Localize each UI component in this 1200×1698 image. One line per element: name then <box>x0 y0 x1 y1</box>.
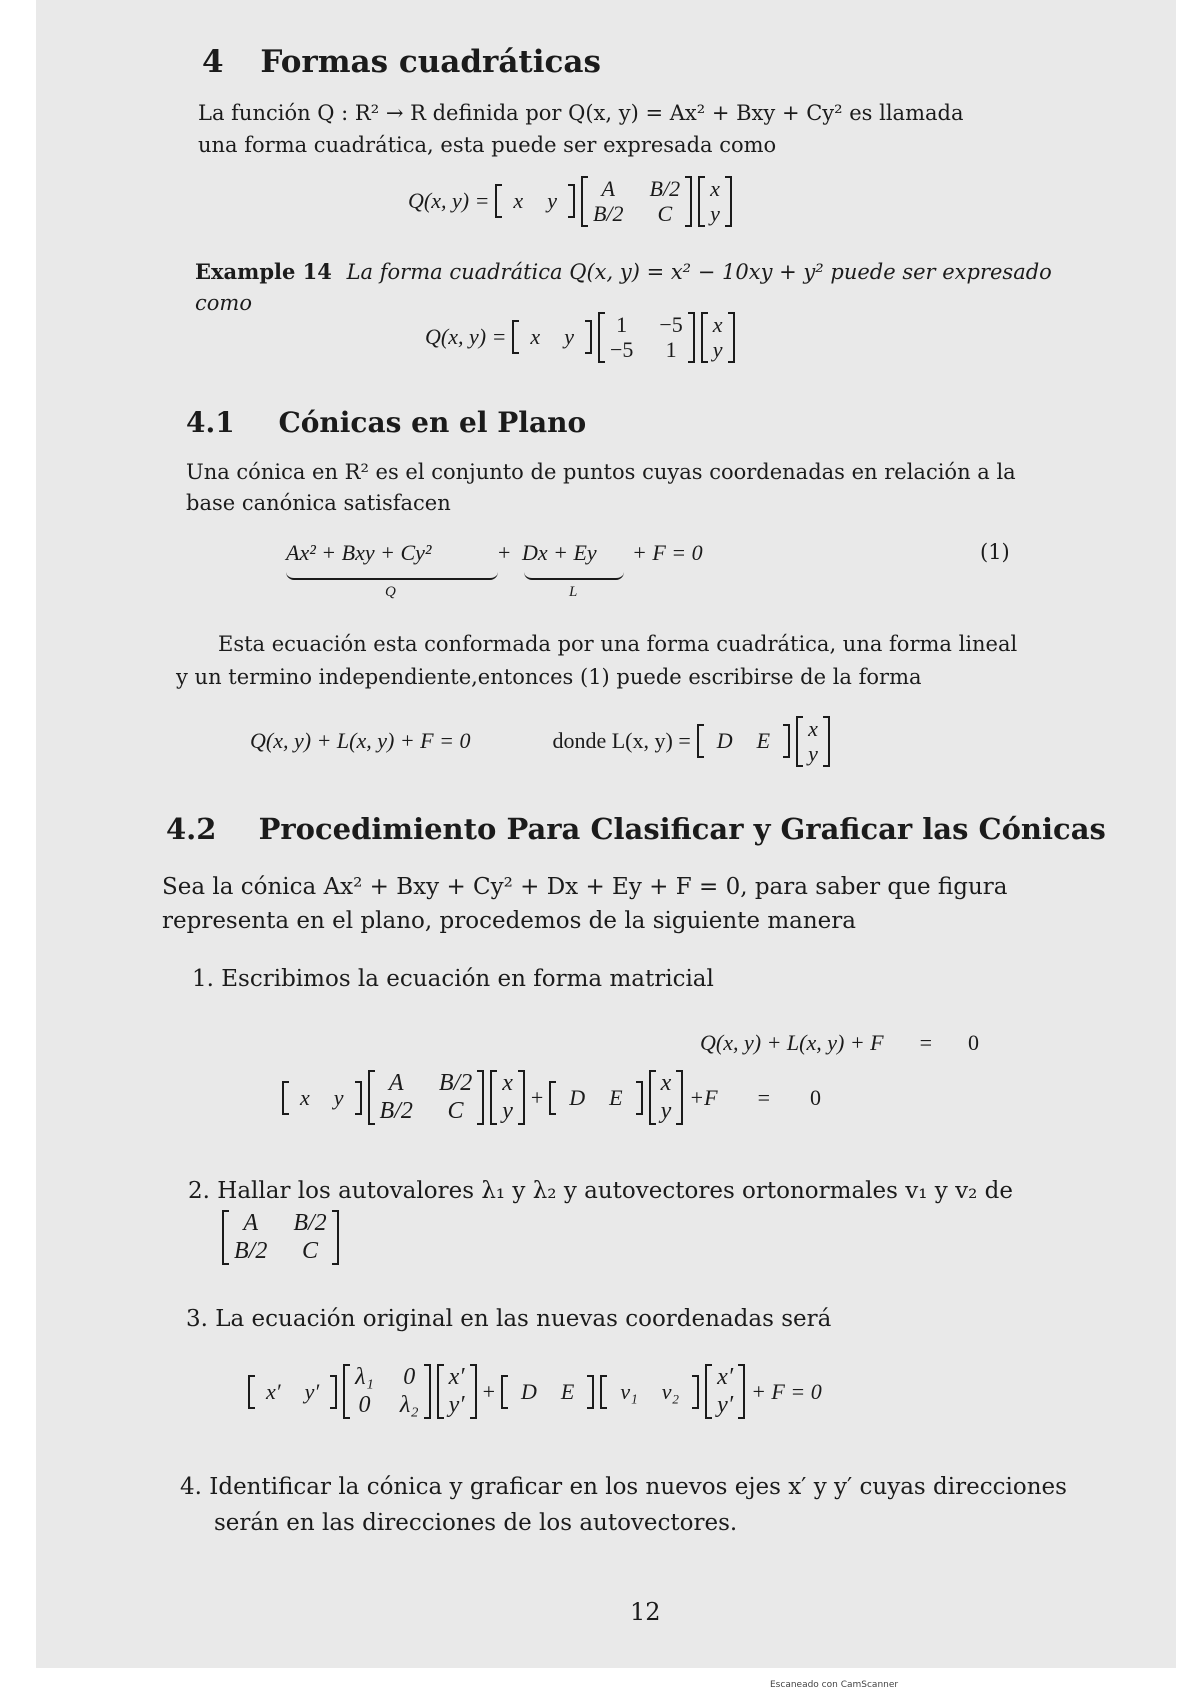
m12: B/2 <box>293 1210 327 1236</box>
intro-line-1: La función Q : R² → R definida por Q(x, y) = Ax² + Bxy + Cy² es llamada <box>198 101 964 125</box>
zero: 0 <box>968 1030 980 1055</box>
step-3-tail: + F = 0 <box>751 1378 822 1404</box>
procedure-intro-line-2: representa en el plano, procedemos de la siguiente manera <box>162 908 856 934</box>
l21: 0 <box>358 1391 371 1418</box>
col-y-prime: y′ <box>448 1391 465 1418</box>
brace-l <box>524 570 624 580</box>
conic-definition-line-2: base canónica satisfacen <box>186 491 451 515</box>
col-x-prime: x′ <box>717 1364 734 1390</box>
e21: −5 <box>609 337 634 363</box>
step-3: 3. La ecuación original en las nuevas coordenadas será <box>186 1306 832 1332</box>
step-4-line-2: serán en las direcciones de los autovectores. <box>214 1510 738 1536</box>
compact-equation: Q(x, y) + L(x, y) + F = 0 <box>250 728 471 754</box>
equation-number: (1) <box>980 540 1010 564</box>
column-vector <box>796 716 830 767</box>
v1: v₁ <box>620 1378 638 1404</box>
m11: A <box>388 1070 404 1096</box>
m11: A <box>601 176 615 201</box>
example-coefficient-matrix <box>598 312 695 363</box>
m22: C <box>447 1097 464 1124</box>
row-y: y <box>564 324 574 350</box>
example-matrix-equation <box>425 312 735 363</box>
column-vector <box>649 1070 684 1125</box>
quadratic-part: Ax² + Bxy + Cy² <box>286 540 432 565</box>
col-x: x <box>712 312 723 337</box>
section-4-1-heading <box>186 406 586 439</box>
col-x-prime: x′ <box>448 1364 465 1390</box>
donde-label: donde L(x, y) = <box>552 728 691 754</box>
section-title: Formas cuadráticas <box>260 44 601 80</box>
step-2: 2. Hallar los autovalores λ₁ y λ₂ y autovectores ortonormales v₁ y v₂ de <box>188 1178 1013 1204</box>
coefficient-matrix <box>222 1210 339 1265</box>
linear-row-vector <box>697 724 790 758</box>
l12: 0 <box>403 1364 416 1390</box>
row-y: y <box>547 188 557 214</box>
l11: λ₁ <box>355 1364 374 1390</box>
section-number: 4.1 <box>186 406 235 439</box>
example-label: Example 14 <box>195 259 332 284</box>
col-y: y <box>502 1097 513 1124</box>
page-number: 12 <box>630 1598 661 1626</box>
step-1: 1. Escribimos la ecuación en forma matricial <box>192 966 714 992</box>
paragraph-line-1: Esta ecuación esta conformada por una forma cuadrática, una forma lineal <box>218 632 1018 656</box>
row-d: D <box>716 728 733 754</box>
example-14 <box>195 259 1052 284</box>
e22: 1 <box>665 337 677 363</box>
m12: B/2 <box>438 1070 473 1096</box>
m21: B/2 <box>234 1237 268 1264</box>
equals: = <box>757 1084 770 1110</box>
m12: B/2 <box>649 176 681 201</box>
zero: 0 <box>809 1084 821 1110</box>
eigenvalue-matrix <box>343 1364 431 1419</box>
step-3-equation <box>248 1364 822 1419</box>
col-x: x <box>502 1070 513 1096</box>
coefficient-matrix <box>581 176 692 227</box>
plus-sign: + <box>498 540 511 565</box>
intro-line-2: una forma cuadrática, esta puede ser expresada como <box>198 133 777 157</box>
col-x: x <box>710 176 720 201</box>
scanner-footer: Escaneado con CamScanner <box>770 1680 899 1690</box>
l22: λ₂ <box>399 1391 419 1418</box>
section-4-heading <box>202 44 601 80</box>
section-number: 4 <box>202 44 224 80</box>
plus: + <box>482 1378 495 1404</box>
row-y: y <box>333 1084 344 1110</box>
step-2-matrix <box>222 1210 339 1265</box>
linear-row-vector <box>549 1081 642 1115</box>
m21: B/2 <box>379 1097 413 1124</box>
row-vector <box>282 1081 362 1115</box>
row-e: E <box>560 1378 575 1404</box>
section-title: Cónicas en el Plano <box>278 406 587 439</box>
column-vector <box>490 1070 525 1125</box>
constant-part: + F = 0 <box>632 540 703 565</box>
step-4-line-1: 4. Identificar la cónica y graficar en los nuevos ejes x′ y y′ cuyas direcciones <box>180 1474 1067 1500</box>
row-e: E <box>609 1084 623 1110</box>
row-x-prime: x′ <box>266 1378 281 1404</box>
row-x: x <box>530 324 541 350</box>
column-vector <box>698 176 732 227</box>
step-1-equation-matrix <box>282 1070 821 1125</box>
row-y-prime: y′ <box>304 1378 320 1404</box>
eq-lhs: Q(x, y) = <box>408 188 490 214</box>
section-title: Procedimiento Para Clasificar y Graficar las Cónicas <box>258 812 1106 846</box>
col-y-prime: y′ <box>717 1391 734 1418</box>
example-text: La forma cuadrática Q(x, y) = x² − 10xy + y² puede ser expresado <box>346 260 1052 284</box>
m22: C <box>657 201 673 227</box>
procedure-intro-line-1: Sea la cónica Ax² + Bxy + Cy² + Dx + Ey + F = 0, para saber que figura <box>162 874 1008 900</box>
eq-top-lhs: Q(x, y) + L(x, y) + F <box>700 1030 884 1055</box>
paragraph-line-2: y un termino independiente,entonces (1) puede escribirse de la forma <box>176 665 922 689</box>
col-y: y <box>712 337 723 363</box>
prime-column-vector <box>437 1364 477 1419</box>
plus: + <box>530 1084 544 1110</box>
equals: = <box>919 1030 933 1055</box>
example-text-2: como <box>195 291 252 315</box>
conic-equation <box>286 540 736 610</box>
row-x: x <box>300 1084 310 1110</box>
row-e: E <box>756 728 771 754</box>
col-x: x <box>660 1070 672 1096</box>
prime-column-vector <box>705 1364 745 1419</box>
row-vector <box>512 320 592 354</box>
eigenvector-row <box>600 1375 699 1409</box>
step-1-equation-top <box>700 1030 979 1056</box>
row-d: D <box>569 1084 586 1110</box>
col-y: y <box>808 741 818 767</box>
prime-row-vector <box>248 1375 337 1409</box>
linear-row-vector <box>501 1375 594 1409</box>
brace-q-label: Q <box>385 584 396 600</box>
row-d: D <box>520 1378 537 1404</box>
column-vector <box>701 312 735 363</box>
section-number: 4.2 <box>166 812 217 846</box>
m22: C <box>301 1237 318 1264</box>
row-vector <box>495 184 575 218</box>
col-y: y <box>710 201 720 227</box>
section-4-2-heading <box>166 812 1106 846</box>
eq-lhs: Q(x, y) = <box>425 324 507 350</box>
plus-f: +F <box>689 1084 718 1110</box>
coefficient-matrix <box>368 1070 485 1125</box>
linear-part: Dx + Ey <box>522 540 597 565</box>
compact-equation-row <box>250 716 830 767</box>
m21: B/2 <box>592 201 624 227</box>
col-x: x <box>808 716 818 741</box>
quadratic-form-matrix-equation <box>408 176 732 227</box>
m11: A <box>243 1210 258 1236</box>
brace-l-label: L <box>569 584 578 600</box>
e11: 1 <box>616 312 628 337</box>
brace-q <box>286 570 498 580</box>
e12: −5 <box>659 312 683 337</box>
v2: v₂ <box>661 1378 680 1404</box>
conic-definition-line-1: Una cónica en R² es el conjunto de puntos cuyas coordenadas en relación a la <box>186 460 1016 484</box>
row-x: x <box>513 188 524 214</box>
col-y: y <box>660 1097 672 1124</box>
